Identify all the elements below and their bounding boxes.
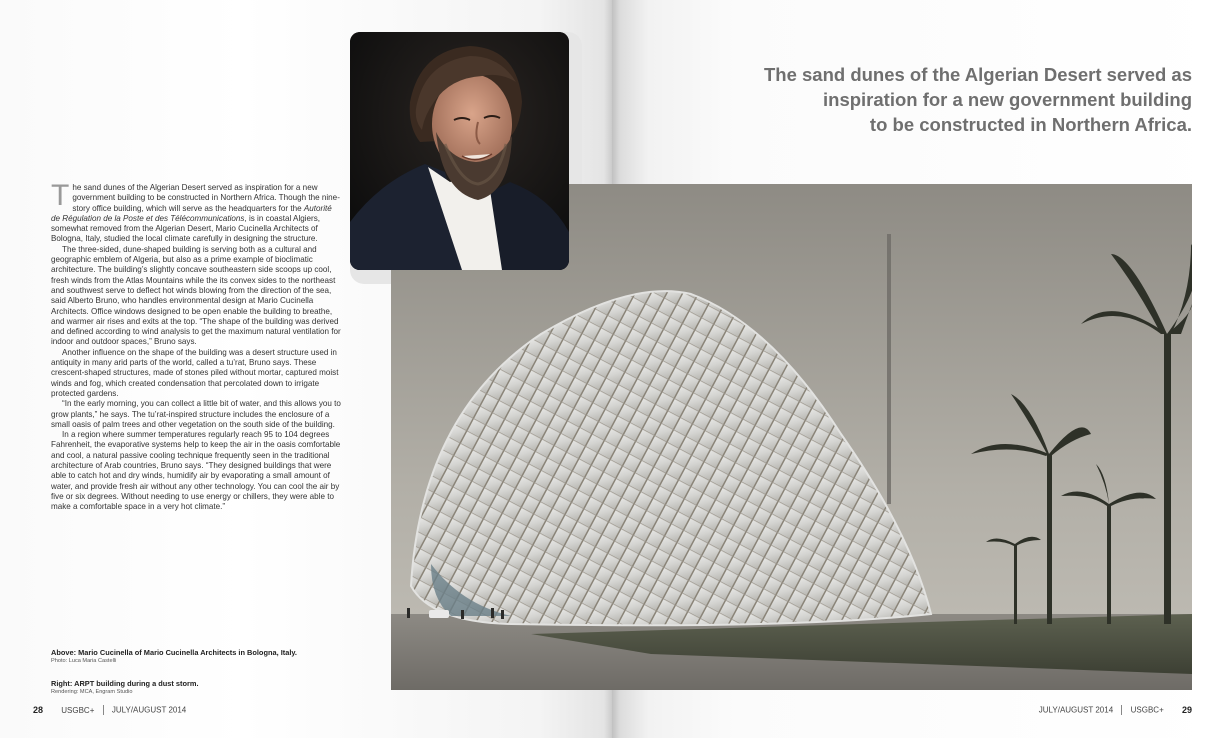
issue-date: JULY/AUGUST 2014 [111,705,187,715]
footer-left [33,705,186,715]
caption-above-title: Above: Mario Cucinella of Mario Cucinella Architects in Bologna, Italy. [51,648,297,657]
article-paragraph: In a region where summer temperatures regularly reach 95 to 104 degrees Fahrenheit, the evaporative systems help to keep the air in the oasis comfortable and cool, a natural passive cooling technique frequently seen in the traditional architecture of Arab countries, Bruno says. “They designed buildings that were able to catch hot and dry winds, humidify air by evaporating a small amount of water, and provide fresh air without any other technology. You can cool the air by five or six degrees. Without needing to use energy or chillers, they were able to make a comfortable space in a very hot climate.” [51,430,341,512]
caption-above-credit: Photo: Luca Maria Castelli [51,658,117,664]
footer-divider [103,705,104,715]
article-paragraph: Another influence on the shape of the building was a desert structure used in antiquity in many arid parts of the world, called a tu’rat, Bruno says. These crescent-shaped structures, made of stones piled without mortar, captured moist winds and fog, which created condensation that percolated down to irrigate protected gardens. [51,347,339,398]
paragraph-text: he sand dunes of the Algerian Desert served as inspiration for a new government building to be constructed in Northern Africa. Though the nine-story office building, which will serve as the headquarters for the [72,183,340,213]
organization-name: Autorité de Régulation de la Poste et des Télécommunications [51,203,332,223]
pull-quote-line: The sand dunes of the Algerian Desert served as [763,64,1192,85]
article-paragraph: The three-sided, dune-shaped building is serving both as a cultural and geographic emblem of Algeria, but also as a prime example of bioclimatic architecture. The building’s slightly concave southeastern side scoops up cool, fresh winds from the Atlas Mountains while the its convex sides to the northeast and southwest serve to deflect hot winds blowing from the direction of the sea, said Alberto Bruno, who handles environmental design at Mario Cucinella Architects. Office windows designed to be open enable the building to breathe, and warmer air rises and exits at the top. “The shape of the building was derived and defined according to wind analysis to get the maximum natural ventilation for indoor and outdoor spaces,” Bruno says. [51,244,341,347]
article-body [51,179,341,513]
caption-right-credit: Rendering: MCA, Engram Studio [51,689,133,695]
page-number: 28 [33,705,44,715]
paragraph-text: , is in coastal Algiers, somewhat removed from the Algerian Desert, Mario Cucinella Architects of Bologna, Italy, studied the local climate carefully in designing the structure. [51,213,321,244]
pull-quote-line: inspiration for a new government building [823,89,1192,110]
pull-quote [732,62,1192,137]
portrait-photo [350,32,569,270]
footer-right [1039,705,1192,715]
page-number: 29 [1181,705,1192,715]
photo-captions [51,648,341,710]
magazine-name: USGBC+ [61,705,95,715]
pull-quote-line: to be constructed in Northern Africa. [869,114,1192,135]
magazine-name: USGBC+ [1130,705,1164,715]
article-paragraph [51,179,341,245]
article-paragraph: “In the early morning, you can collect a little bit of water, and this allows you to grow plants,” he says. The tu’rat-inspired structure includes the enclosure of a small oasis of palm trees and other vegetation on the south side of the building. [51,399,341,429]
drop-cap: T [51,179,70,212]
issue-date: JULY/AUGUST 2014 [1038,705,1114,715]
portrait-illustration [350,32,569,270]
caption-right-title: Right: ARPT building during a dust storm. [51,679,199,688]
footer-divider [1121,705,1122,715]
